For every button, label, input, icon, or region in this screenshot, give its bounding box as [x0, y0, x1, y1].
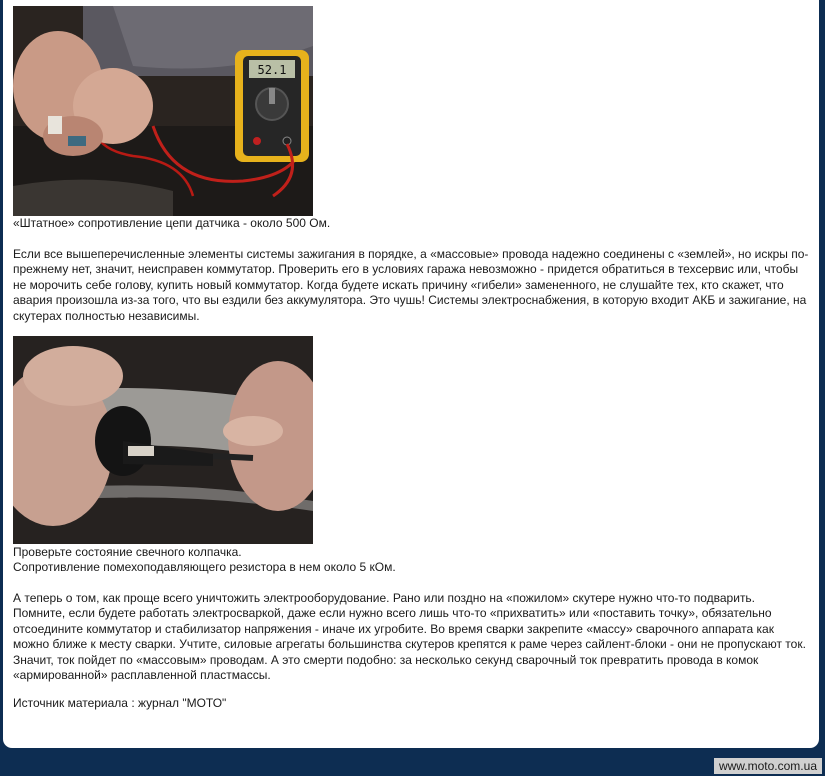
source-text: Источник материала : журнал "МОТО": [13, 696, 227, 710]
paragraph-text: Если все вышеперечисленные элементы системы зажигания в порядке, а «массовые» провода надежно соединены с «землей», но искры по-прежнему нет, значит, неисправен коммутатор. Проверить его в условиях гаража невозможно - придется обратиться в техсервис или, чтобы не морочить себе голову, купить новый коммутатор. Когда будете искать причину «гибели» замененного, не слушайте тех, кто скажет, что авария произошла из-за того, что вы ездили без аккумулятора. Это чушь! Системы электроснабжения, в которую входит АКБ и зажигание, на скутерах полностью независимы.: [13, 247, 809, 323]
photo-caption-1: [13, 216, 809, 231]
paragraph-text: А теперь о том, как проще всего уничтожить электрооборудование. Рано или поздно на «пожилом» скутере нужно что-то подварить. Помните, если будете работать электросваркой, даже если нужно всего лишь что-то «прихватить» или «поставить точку», обязательно отсоедините коммутатор и стабилизатор напряжения - иначе их угробите. Во время сварки закрепите «массу» сварочного аппарата как можно ближе к месту сварки. Учтите, силовые агрегаты большинства скутеров крепятся к раме через сайлент-блоки - они не пропускают ток. Значит, ток пойдет по «массовым» проводам. А это смерти подобно: за несколько секунд сварочный ток превратить провода в комок «армированной» расплавленной пластмассы.: [13, 591, 806, 683]
caption-line-2: Сопротивление помехоподавляющего резистора в нем около 5 кОм.: [13, 560, 396, 575]
spark-plug-cap-illustration: [13, 336, 313, 544]
photo-caption-2: [13, 545, 809, 576]
multimeter-photo-illustration: [13, 6, 313, 216]
multimeter-readout: 52.1: [257, 63, 287, 77]
caption-text: «Штатное» сопротивление цепи датчика - около 500 Ом.: [13, 216, 331, 230]
article-paragraph-1: [13, 247, 809, 324]
spark-plug-cap-photo: [13, 336, 313, 544]
caption-line-1: Проверьте состояние свечного колпачка.: [13, 545, 242, 559]
site-watermark: www.moto.com.ua: [714, 758, 822, 774]
article-paragraph-2: [13, 591, 809, 683]
content-panel: [3, 0, 819, 748]
source-line: [13, 696, 809, 711]
multimeter-photo: [13, 6, 313, 216]
